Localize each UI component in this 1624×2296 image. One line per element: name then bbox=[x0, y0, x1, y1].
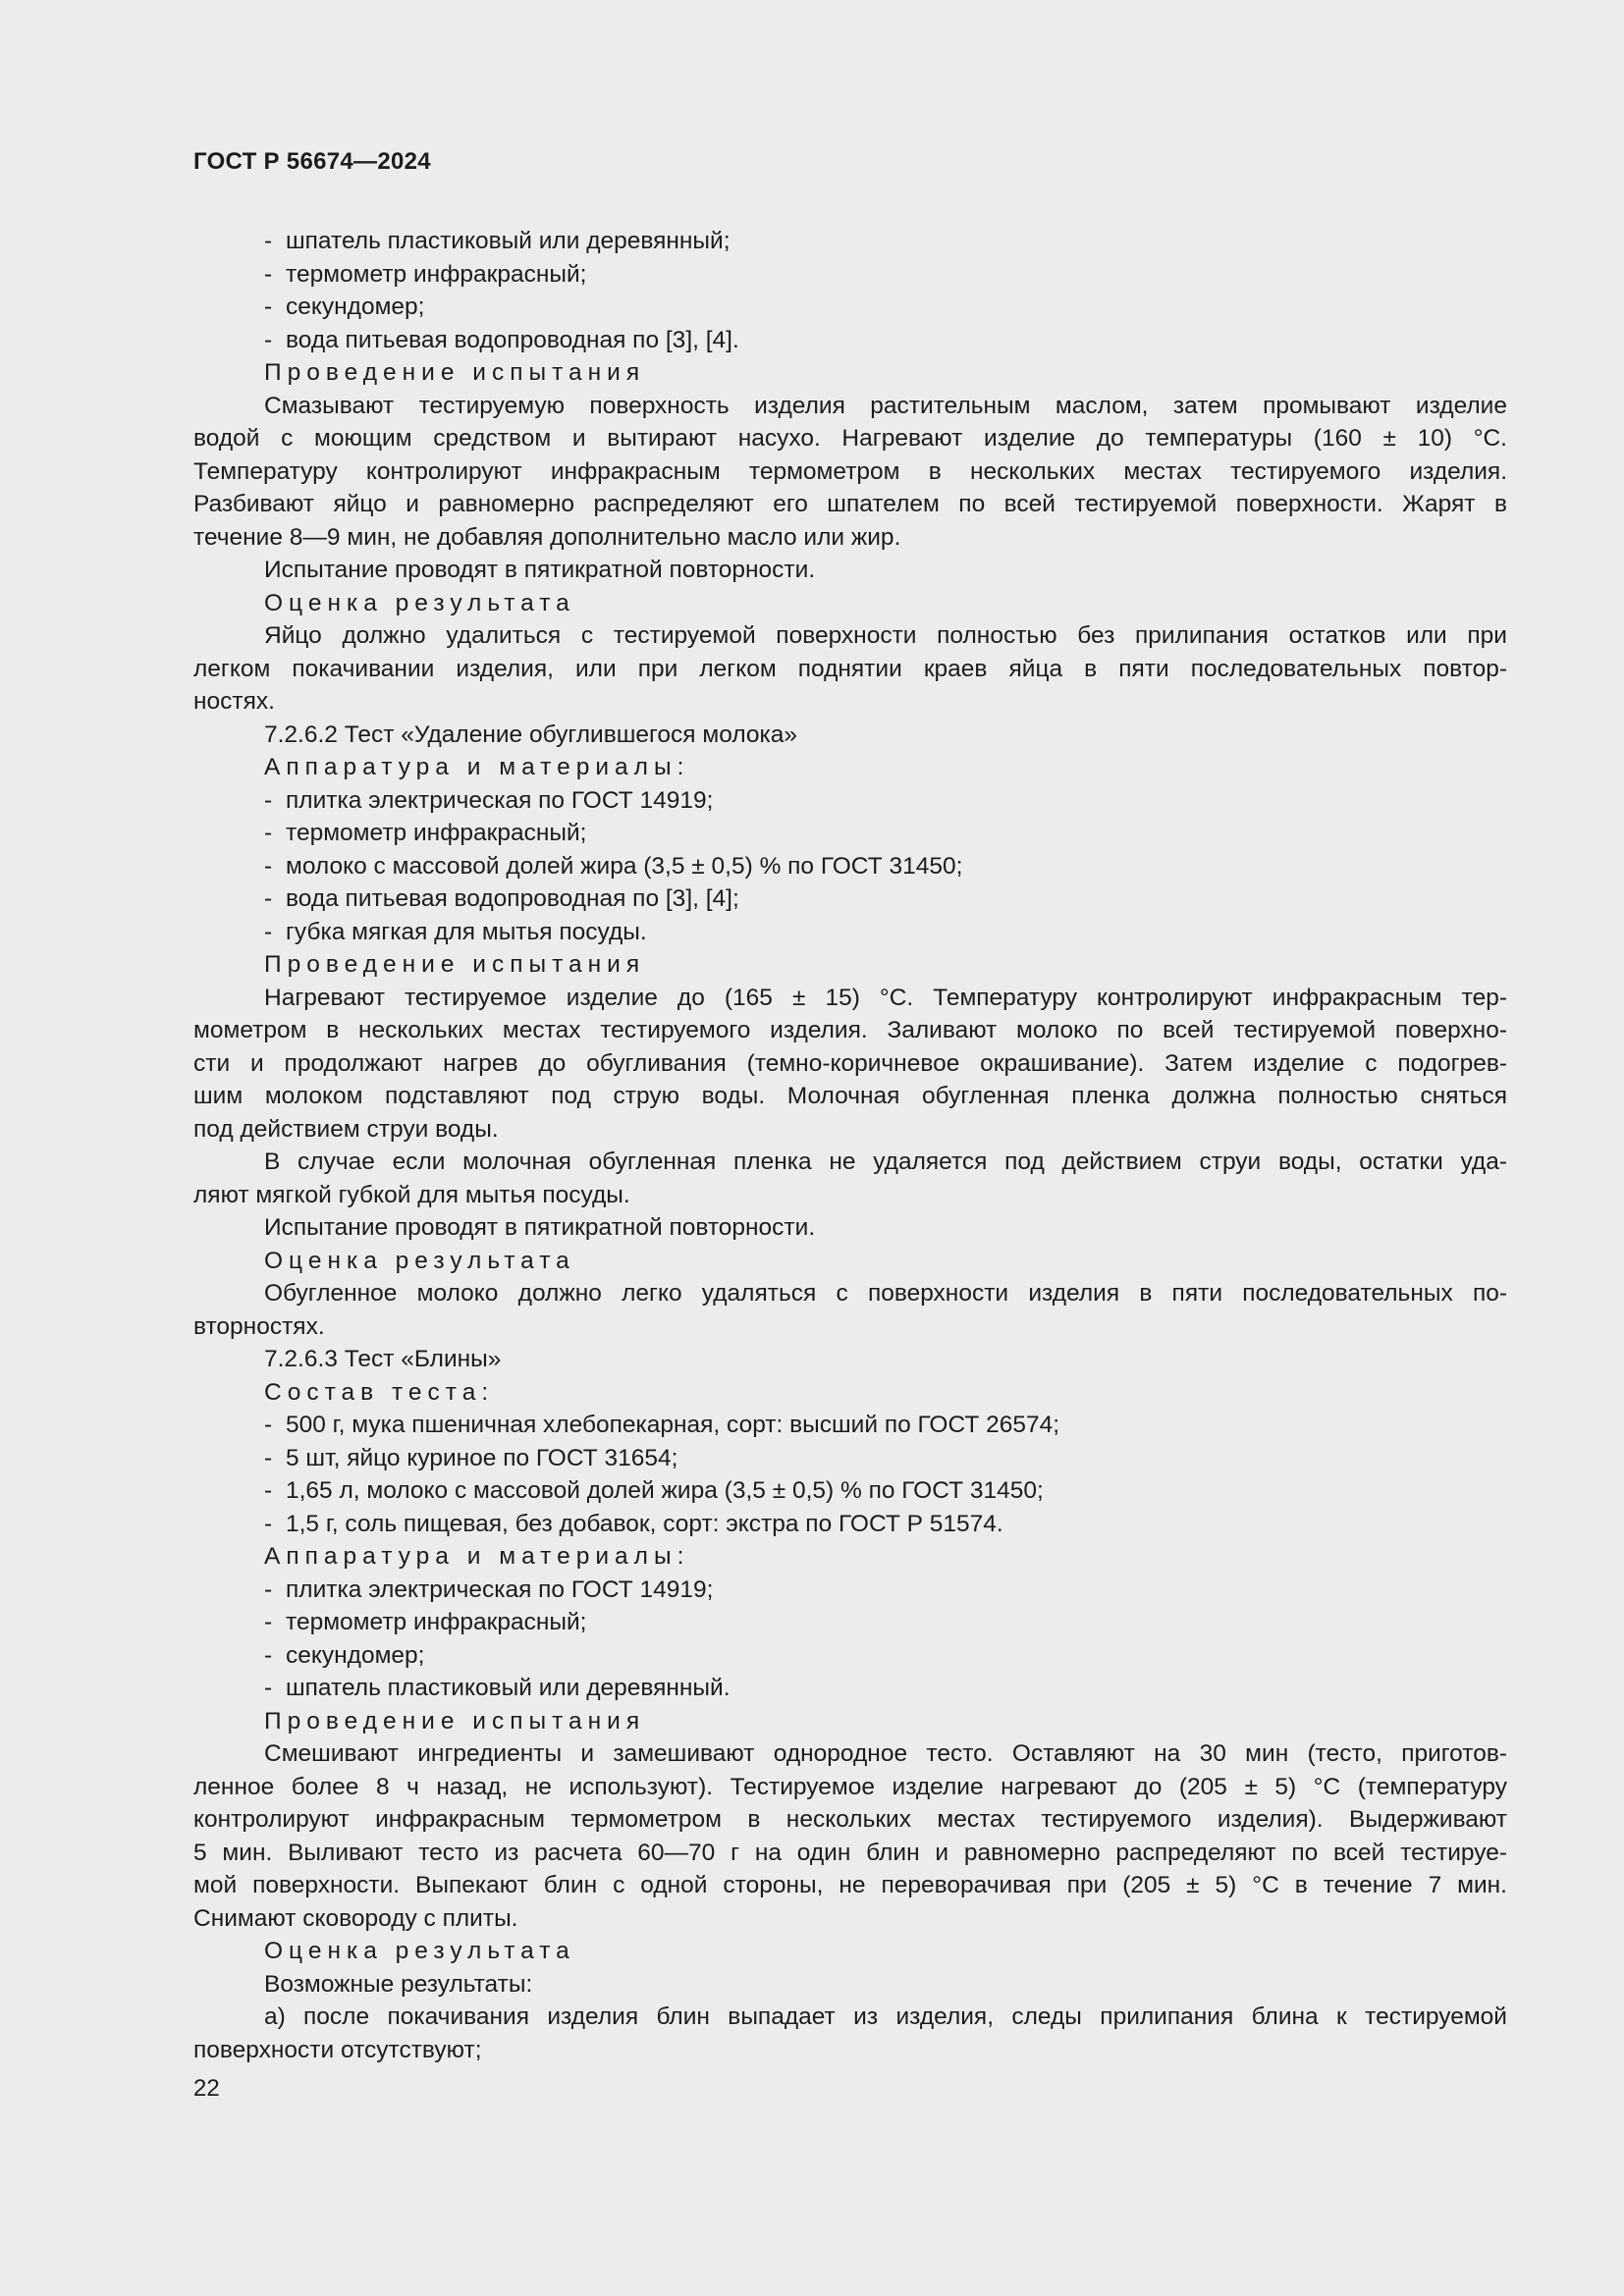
section-subheading: Проведение испытания bbox=[264, 951, 646, 978]
paragraph-line: мометром в нескольких местах тестируемого изделия. Заливают молоко по всей тестируемой поверхно- bbox=[193, 1017, 1507, 1043]
paragraph-line: ляют мягкой губкой для мытья посуды. bbox=[193, 1181, 630, 1208]
list-dash: - bbox=[264, 228, 273, 254]
section-subheading: Проведение испытания bbox=[264, 359, 646, 386]
paragraph-line: водой с моющим средством и вытирают насухо. Нагревают изделие до температуры (160 ± 10) °С. bbox=[193, 425, 1507, 452]
paragraph-line: 7.2.6.3 Тест «Блины» bbox=[264, 1346, 502, 1372]
enumerated-item bbox=[193, 2001, 1507, 2034]
paragraph-line: Нагревают тестируемое изделие до (165 ± 15) °С. Температуру контролируют инфракрасным тер- bbox=[264, 984, 1507, 1011]
list-item bbox=[193, 784, 1507, 818]
paragraph-line: мой поверхности. Выпекают блин с одной стороны, не переворачивая при (205 ± 5) °С в течение 7 мин. bbox=[193, 1872, 1507, 1898]
list-item-text: губка мягкая для мытья посуды. bbox=[286, 918, 647, 945]
list-dash: - bbox=[264, 918, 273, 945]
paragraph-line: сти и продолжают нагрев до обугливания (темно-коричневое окрашивание). Затем изделие с подогрев- bbox=[193, 1049, 1507, 1077]
paragraph-line: Возможные результаты: bbox=[264, 1970, 533, 1998]
list-item bbox=[193, 1474, 1507, 1508]
paragraph-line: Разбивают яйцо и равномерно распределяют его шпателем по всей тестируемой поверхности. Жарят в bbox=[193, 491, 1507, 517]
list-item bbox=[193, 1574, 1507, 1607]
list-dash: - bbox=[264, 326, 273, 353]
list-item-text: секундомер; bbox=[286, 294, 425, 320]
paragraph-line: Обугленное молоко должно легко удаляться с поверхности изделия в пяти последовательных по- bbox=[264, 1280, 1507, 1307]
section-subheading: Оценка результата bbox=[264, 1938, 575, 1964]
list-item bbox=[193, 850, 1507, 883]
list-dash: - bbox=[264, 1444, 273, 1471]
list-item-text: термометр инфракрасный; bbox=[286, 260, 587, 288]
paragraph-line: контролируют инфракрасным термометром в нескольких местах тестируемого изделия). Выдерживают bbox=[193, 1806, 1507, 1833]
section-subheading: Оценка результата bbox=[264, 589, 575, 616]
list-item-text: секундомер; bbox=[286, 1641, 425, 1669]
list-dash: - bbox=[264, 1641, 273, 1669]
list-item-text: вода питьевая водопроводная по [3], [4]; bbox=[286, 885, 739, 912]
page-number: 22 bbox=[193, 2075, 220, 2102]
list-item-text: шпатель пластиковый или деревянный; bbox=[286, 228, 731, 254]
paragraph-line: 5 мин. Выливают тесто из расчета 60—70 г на один блин и равномерно распределяют по всей тестируе- bbox=[193, 1839, 1507, 1866]
section-subheading: Проведение испытания bbox=[264, 1707, 646, 1735]
list-item bbox=[193, 916, 1507, 949]
list-item bbox=[193, 1409, 1507, 1442]
list-item bbox=[193, 1639, 1507, 1673]
paragraph-line: под действием струи воды. bbox=[193, 1115, 499, 1143]
paragraph-line: Температуру контролируют инфракрасным термометром в нескольких местах тестируемого изделия. bbox=[193, 457, 1507, 485]
list-dash: - bbox=[264, 1675, 273, 1701]
list-item-text: 500 г, мука пшеничная хлебопекарная, сорт: высший по ГОСТ 26574; bbox=[286, 1412, 1060, 1438]
list-item bbox=[193, 817, 1507, 850]
paragraph-line: шим молоком подставляют под струю воды. Молочная обугленная пленка должна полностью сняться bbox=[193, 1083, 1507, 1109]
paragraph-line: В случае если молочная обугленная пленка не удаляется под действием струи воды, остатки уда- bbox=[264, 1148, 1507, 1175]
paragraph-line: вторностях. bbox=[193, 1312, 325, 1340]
paragraph-line: поверхности отсутствуют; bbox=[193, 2036, 482, 2063]
paragraph-line: ленное более 8 ч назад, не используют). Тестируемое изделие нагревают до (205 ± 5) °С (температуру bbox=[193, 1773, 1507, 1800]
paragraph-line: 7.2.6.2 Тест «Удаление обуглившегося молока» bbox=[264, 721, 798, 748]
list-item-text: плитка электрическая по ГОСТ 14919; bbox=[286, 1575, 714, 1603]
list-item bbox=[193, 258, 1507, 292]
document-body bbox=[193, 225, 1507, 2066]
paragraph-line: ностях. bbox=[193, 688, 275, 715]
list-item-text: 5 шт, яйцо куриное по ГОСТ 31654; bbox=[286, 1444, 678, 1471]
list-item bbox=[193, 1672, 1507, 1705]
list-dash: - bbox=[264, 1609, 273, 1635]
section-subheading: Состав теста: bbox=[264, 1378, 495, 1406]
section-subheading: Аппаратура и материалы: bbox=[264, 754, 690, 780]
list-item-text: термометр инфракрасный; bbox=[286, 1609, 587, 1635]
list-item-text: вода питьевая водопроводная по [3], [4]. bbox=[286, 326, 739, 353]
paragraph-line: Испытание проводят в пятикратной повторности. bbox=[264, 1214, 816, 1241]
list-dash: - bbox=[264, 294, 273, 320]
list-dash: - bbox=[264, 260, 273, 288]
list-item-text: 1,65 л, молоко с массовой долей жира (3,5 ± 0,5) % по ГОСТ 31450; bbox=[286, 1477, 1044, 1504]
list-dash: - bbox=[264, 1510, 273, 1537]
list-dash: - bbox=[264, 852, 273, 880]
list-dash: - bbox=[264, 820, 273, 846]
list-item-text: молоко с массовой долей жира (3,5 ± 0,5) % по ГОСТ 31450; bbox=[286, 852, 963, 880]
paragraph-line: Снимают сковороду с плиты. bbox=[193, 1904, 518, 1932]
list-item bbox=[193, 1606, 1507, 1639]
enumerated-item-text: после покачивания изделия блин выпадает из изделия, следы прилипания блина к тестируемой bbox=[303, 2003, 1507, 2030]
list-dash: - bbox=[264, 1412, 273, 1438]
list-item bbox=[193, 291, 1507, 324]
list-item bbox=[193, 882, 1507, 916]
list-item bbox=[193, 1508, 1507, 1541]
list-item-text: шпатель пластиковый или деревянный. bbox=[286, 1675, 731, 1701]
paragraph-line: Испытание проводят в пятикратной повторности. bbox=[264, 557, 816, 583]
paragraph-line: Смешивают ингредиенты и замешивают однородное тесто. Оставляют на 30 мин (тесто, приготов- bbox=[264, 1740, 1507, 1767]
list-item bbox=[193, 324, 1507, 357]
list-item bbox=[193, 225, 1507, 258]
enumeration-marker: а) bbox=[264, 2003, 286, 2030]
paragraph-line: течение 8—9 мин, не добавляя дополнительно масло или жир. bbox=[193, 523, 901, 551]
list-item bbox=[193, 1442, 1507, 1475]
list-item-text: плитка электрическая по ГОСТ 14919; bbox=[286, 786, 714, 814]
list-item-text: термометр инфракрасный; bbox=[286, 820, 587, 846]
paragraph-line: Смазывают тестируемую поверхность изделия растительным маслом, затем промывают изделие bbox=[264, 392, 1507, 419]
paragraph-line: Яйцо должно удалиться с тестируемой поверхности полностью без прилипания остатков или при bbox=[264, 622, 1507, 649]
section-subheading: Аппаратура и материалы: bbox=[264, 1543, 690, 1570]
document-code-header: ГОСТ Р 56674—2024 bbox=[193, 148, 431, 175]
list-item-text: 1,5 г, соль пищевая, без добавок, сорт: экстра по ГОСТ Р 51574. bbox=[286, 1510, 1003, 1537]
list-dash: - bbox=[264, 1575, 273, 1603]
list-dash: - bbox=[264, 885, 273, 912]
list-dash: - bbox=[264, 1477, 273, 1504]
list-dash: - bbox=[264, 786, 273, 814]
paragraph-line: легком покачивании изделия, или при легком поднятии краев яйца в пяти последовательных повтор- bbox=[193, 655, 1507, 682]
section-subheading: Оценка результата bbox=[264, 1247, 575, 1274]
